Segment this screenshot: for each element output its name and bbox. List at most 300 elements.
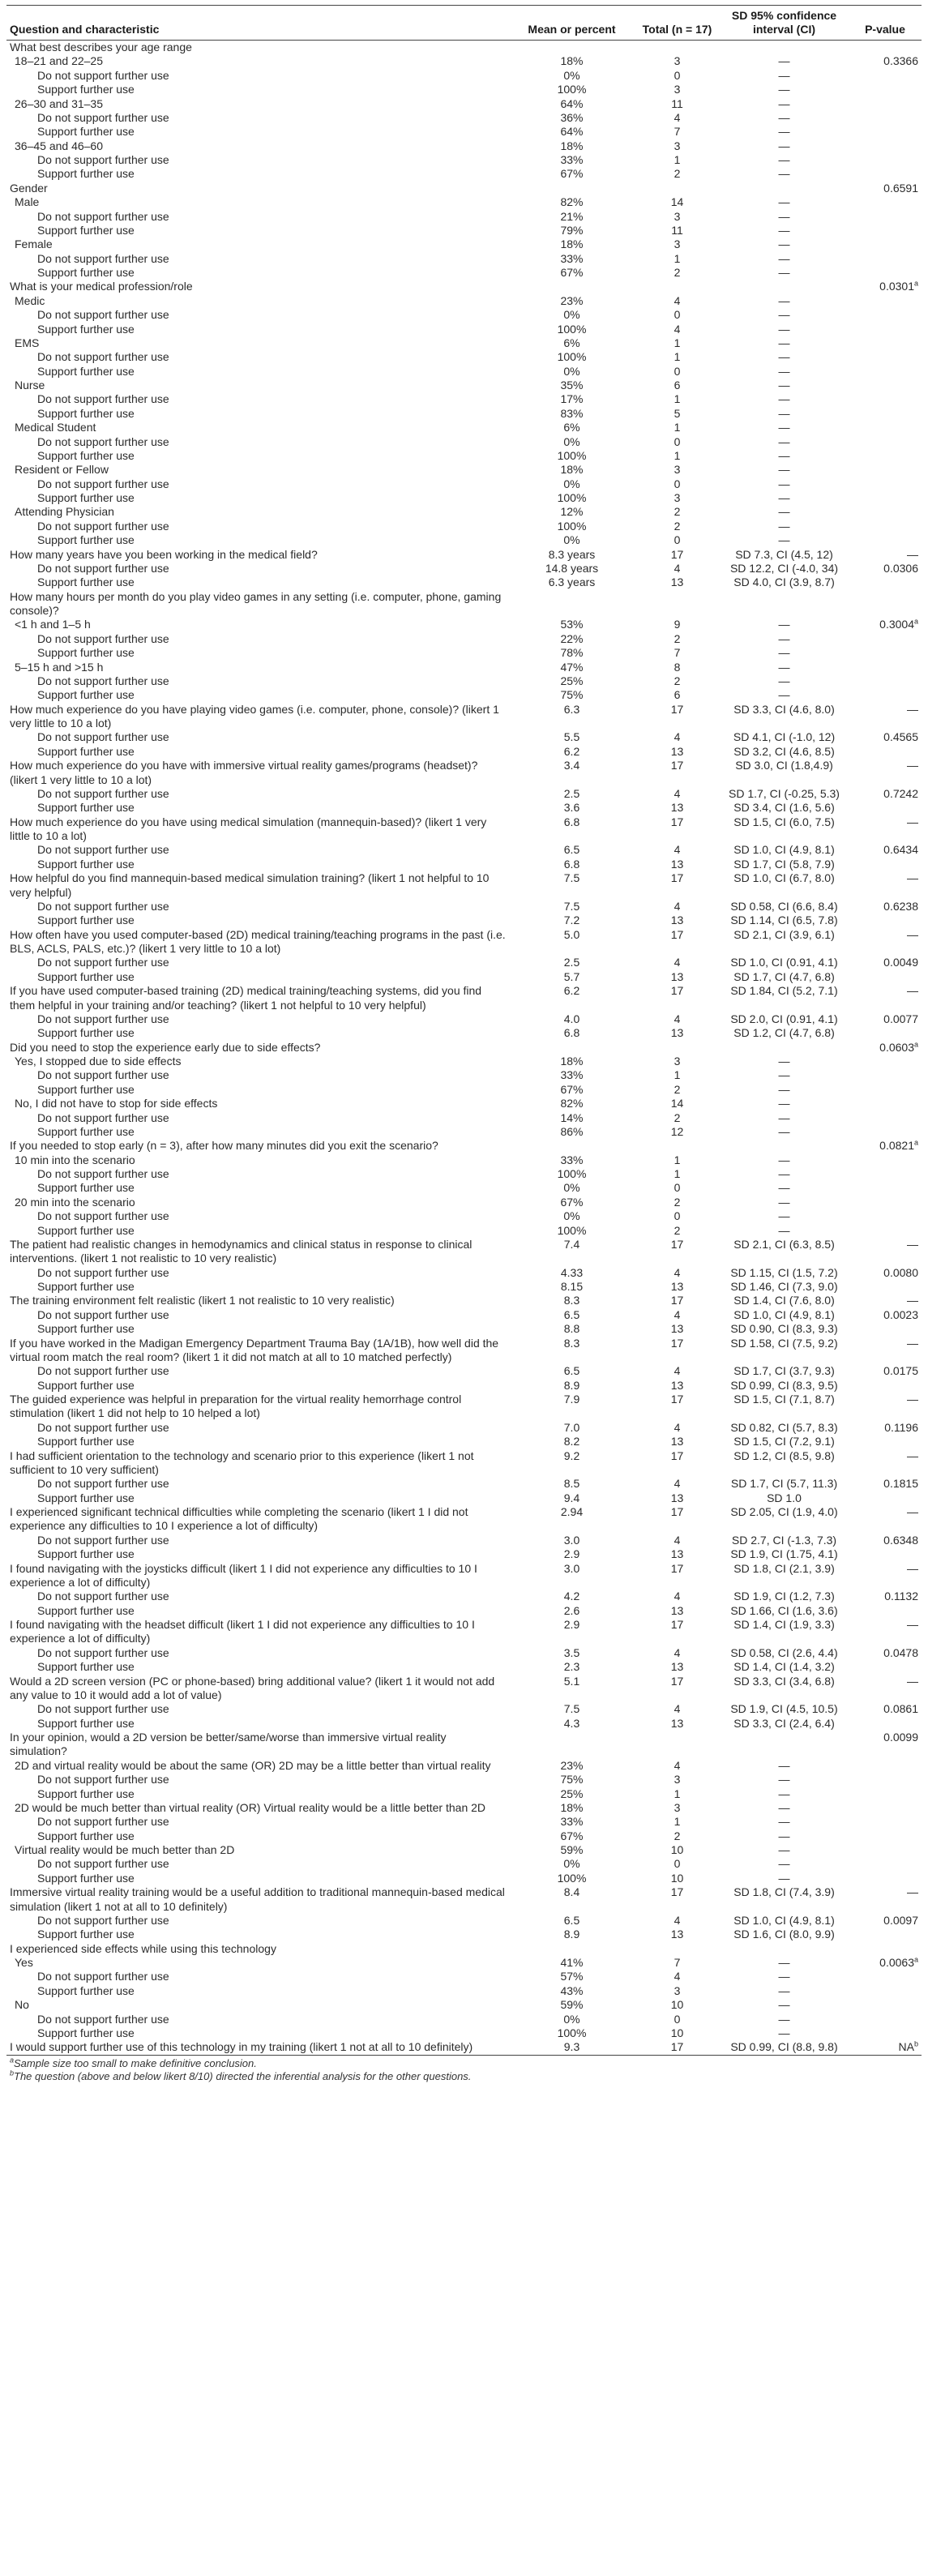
question-text: How helpful do you find mannequin-based medical simulation training? (likert 1 not helpful to 10 very helpful): [10, 871, 490, 899]
question-text: Yes, I stopped due to side effects: [15, 1055, 182, 1068]
mean-value: 9.4: [563, 1491, 580, 1504]
subgroup-row: [6, 1111, 922, 1125]
p-value: 0.0099: [883, 1731, 918, 1744]
p-value: 0.6238: [883, 899, 918, 913]
mean-value: [509, 280, 635, 293]
mean-value: 23%: [560, 293, 584, 307]
total-value: 7: [674, 1956, 681, 1969]
category-row: [6, 1998, 922, 2012]
mean-value: 67%: [560, 1829, 584, 1842]
p-value: [849, 1787, 922, 1801]
mean-value: 64%: [560, 96, 584, 110]
total-value: 1: [674, 1167, 681, 1180]
question-text: What best describes your age range: [10, 41, 192, 53]
p-value: 0.0821$^a$: [879, 1138, 918, 1153]
total-value: 4: [674, 1645, 681, 1659]
subgroup-row: [6, 1477, 922, 1491]
subgroup-row: [6, 1604, 922, 1618]
question-text: Support further use: [37, 1547, 135, 1561]
p-value: [849, 1280, 922, 1294]
total-value: 13: [670, 576, 684, 589]
p-value: [849, 1026, 922, 1040]
p-value: [849, 1829, 922, 1843]
mean-value: 67%: [560, 266, 584, 279]
sd-ci-value: SD 2.0, CI (0.91, 4.1): [730, 1012, 838, 1025]
subgroup-row: [6, 533, 922, 547]
sd-ci-value: —: [778, 1815, 790, 1829]
mean-value: 21%: [560, 209, 584, 223]
p-value: —: [907, 547, 918, 561]
question-text: Support further use: [37, 1181, 135, 1195]
p-value: [849, 308, 922, 322]
question-text: Medic: [15, 293, 45, 307]
p-value: 0.0049: [883, 956, 918, 969]
question-text: If you have used computer-based training (2D) medical training/teaching systems, did you find them helpful in your training and/or teaching? (likert 1 not helpful to 10 very helpful): [10, 984, 482, 1012]
sd-ci-value: —: [778, 463, 790, 477]
mean-value: 6.5: [563, 1913, 580, 1927]
mean-value: 23%: [560, 1758, 584, 1772]
p-value: [849, 1660, 922, 1674]
total-value: 17: [670, 1294, 684, 1307]
question-text: How much experience do you have with immersive virtual reality games/programs (headset)? (likert 1 very little to 10 a lot): [10, 759, 478, 786]
sd-ci-value: —: [778, 1829, 790, 1842]
subgroup-row: [6, 308, 922, 322]
total-value: 0: [674, 68, 681, 82]
p-value: [849, 1097, 922, 1110]
subgroup-row: [6, 1787, 922, 1801]
sd-ci-value: —: [778, 477, 790, 490]
mean-value: 0%: [563, 434, 580, 448]
question-text: Do not support further use: [37, 153, 169, 166]
sd-ci-value: SD 1.7, CI (4.7, 6.8): [733, 969, 835, 983]
sd-ci-value: —: [778, 533, 790, 547]
p-value: [849, 1998, 922, 2012]
question-text: The guided experience was helpful in preparation for the virtual reality hemorrhage control stimulation (likert 1 did not help to 10 helped a lot): [10, 1393, 462, 1420]
question-text: Do not support further use: [37, 350, 169, 364]
mean-value: 9.3: [509, 2040, 635, 2055]
question-text: Yes: [15, 1956, 33, 1969]
header-sd-ci: SD 95% confidence interval (CI): [720, 6, 849, 41]
question-text: Support further use: [37, 1660, 135, 1674]
total-value: 17: [670, 927, 684, 941]
footnote-a-mark: a: [10, 2056, 15, 2065]
sd-ci-value: [720, 280, 849, 293]
question-text: No: [15, 1998, 29, 2012]
question-row: [6, 280, 922, 293]
question-text: 18–21 and 22–25: [15, 54, 103, 68]
mean-value: 6.2: [563, 984, 580, 998]
question-row: [6, 548, 922, 562]
p-value: —: [907, 1885, 918, 1899]
sd-ci-value: SD 1.2, CI (4.7, 6.8): [733, 1026, 835, 1040]
sd-ci-value: SD 2.1, CI (3.9, 6.1): [733, 927, 835, 941]
subgroup-row: [6, 914, 922, 927]
mean-value: [509, 590, 635, 618]
mean-value: 86%: [560, 1124, 584, 1138]
p-value: 0.4565: [883, 730, 918, 744]
mean-value: 8.4: [563, 1885, 580, 1899]
question-text: Do not support further use: [37, 956, 169, 969]
question-text: Attending Physician: [15, 505, 114, 519]
question-text: Support further use: [37, 1124, 135, 1138]
subgroup-row: [6, 745, 922, 759]
question-text: Nurse: [15, 379, 45, 392]
p-value: [849, 294, 922, 308]
mean-value: 18%: [560, 237, 584, 251]
p-value: [849, 350, 922, 364]
p-value: [849, 520, 922, 533]
question-row: [6, 759, 922, 787]
footnote-b: $^b$The question (above and below likert 8/10) directed the inferential analysis for the other questions.: [10, 2069, 472, 2082]
p-value: [849, 661, 922, 674]
total-value: 5: [674, 406, 681, 420]
question-text: Medical Student: [15, 421, 96, 434]
subgroup-row: [6, 1379, 922, 1393]
mean-value: 100%: [557, 83, 587, 96]
question-text: Do not support further use: [37, 1420, 169, 1434]
p-value: [849, 1055, 922, 1068]
question-text: Support further use: [37, 1435, 135, 1448]
p-value: [849, 125, 922, 139]
mean-value: 25%: [560, 674, 584, 687]
total-value: 14: [670, 195, 684, 209]
sd-ci-value: —: [778, 618, 790, 631]
question-text: Support further use: [37, 1829, 135, 1842]
sd-ci-value: SD 1.2, CI (8.5, 9.8): [733, 1448, 835, 1462]
mean-value: 17%: [560, 392, 584, 406]
mean-value: 2.6: [563, 1603, 580, 1617]
total-value: 2: [674, 266, 681, 279]
sd-ci-value: SD 1.9, CI (4.5, 10.5): [730, 1702, 838, 1716]
mean-value: 67%: [560, 1082, 584, 1096]
question-text: I had sufficient orientation to the technology and scenario prior to this experience (likert 1 not sufficient to 10 very sufficient): [10, 1448, 474, 1476]
sd-ci-value: SD 4.1, CI (-1.0, 12): [733, 730, 836, 744]
question-text: Do not support further use: [37, 631, 169, 645]
total-value: 17: [670, 547, 684, 561]
question-text: Immersive virtual reality training would be a useful addition to traditional mannequin-based medical simulation (likert 1 not at all to 10 definitely): [10, 1885, 505, 1913]
p-value: —: [907, 1294, 918, 1307]
subgroup-row: [6, 1702, 922, 1716]
mean-value: 2.94: [560, 1505, 584, 1518]
sd-ci-value: —: [778, 2012, 790, 2026]
category-row: [6, 1153, 922, 1167]
subgroup-row: [6, 83, 922, 96]
sd-ci-value: —: [778, 448, 790, 462]
sd-ci-value: —: [778, 434, 790, 448]
total-value: 1: [674, 1815, 681, 1829]
p-value: 0.6434: [883, 843, 918, 857]
question-row: [6, 1393, 922, 1421]
p-value: —: [907, 702, 918, 716]
total-value: 1: [674, 448, 681, 462]
question-text: How many years have you been working in the medical field?: [10, 547, 318, 561]
sd-ci-value: —: [778, 1956, 790, 1969]
p-value: [849, 2013, 922, 2026]
question-text: Do not support further use: [37, 1645, 169, 1659]
question-text: How often have you used computer-based (2D) medical training/teaching programs in the past (i.e. BLS, ACLS, PALS, etc.)? (likert 1 very little to 10 a lot): [10, 927, 506, 955]
mean-value: 33%: [560, 1153, 584, 1166]
sd-ci-value: SD 1.0, CI (0.91, 4.1): [730, 956, 838, 969]
mean-value: 6.8: [563, 815, 580, 828]
mean-value: 7.5: [563, 871, 580, 885]
category-row: [6, 237, 922, 251]
subgroup-row: [6, 1181, 922, 1195]
sd-ci-value: —: [778, 237, 790, 251]
question-text: Virtual reality would be much better than 2D: [15, 1843, 235, 1856]
subgroup-row: [6, 392, 922, 406]
question-text: Support further use: [37, 801, 135, 815]
sd-ci-value: —: [778, 1787, 790, 1800]
subgroup-row: [6, 646, 922, 660]
mean-value: 67%: [560, 1195, 584, 1209]
sd-ci-value: —: [778, 1124, 790, 1138]
total-value: 17: [670, 1885, 684, 1899]
p-value: [849, 1379, 922, 1393]
question-text: Support further use: [37, 1491, 135, 1504]
total-value: 2: [674, 1082, 681, 1096]
p-value: —: [907, 815, 918, 828]
subgroup-row: [6, 730, 922, 744]
subgroup-row: [6, 365, 922, 379]
total-value: 1: [674, 153, 681, 166]
total-value: [635, 280, 720, 293]
total-value: 2: [674, 505, 681, 519]
p-value: [849, 1970, 922, 1983]
total-value: 1: [674, 350, 681, 364]
total-value: 13: [670, 1280, 684, 1293]
question-text: Do not support further use: [37, 1012, 169, 1025]
question-text: Support further use: [37, 969, 135, 983]
question-row: [6, 1337, 922, 1365]
sd-ci-value: SD 0.82, CI (5.7, 8.3): [730, 1420, 838, 1434]
sd-ci-value: —: [778, 1223, 790, 1237]
subgroup-row: [6, 1857, 922, 1871]
total-value: 4: [674, 730, 681, 744]
total-value: 0: [674, 434, 681, 448]
total-value: 17: [670, 1561, 684, 1575]
question-text: Support further use: [37, 1928, 135, 1941]
sd-ci-value: —: [778, 96, 790, 110]
subgroup-row: [6, 1491, 922, 1505]
question-text: The training environment felt realistic (likert 1 not realistic to 10 very realistic): [10, 1294, 395, 1307]
p-value: [849, 970, 922, 984]
question-text: Support further use: [37, 406, 135, 420]
total-value: 9: [674, 618, 681, 631]
mean-value: 79%: [560, 223, 584, 237]
sd-ci-value: —: [778, 1181, 790, 1195]
p-value: 0.3004$^a$: [879, 617, 918, 631]
total-value: 4: [674, 1012, 681, 1025]
question-text: 26–30 and 31–35: [15, 96, 103, 110]
sd-ci-value: [720, 1041, 849, 1055]
mean-value: 3.0: [563, 1533, 580, 1547]
mean-value: 0%: [563, 1209, 580, 1223]
subgroup-row: [6, 843, 922, 857]
subgroup-row: [6, 252, 922, 266]
subgroup-row: [6, 407, 922, 421]
sd-ci-value: SD 1.14, CI (6.5, 7.8): [730, 914, 838, 927]
total-value: 4: [674, 843, 681, 857]
question-text: Support further use: [37, 533, 135, 547]
question-row: [6, 871, 922, 900]
subgroup-row: [6, 1928, 922, 1941]
p-value: [849, 41, 922, 55]
sd-ci-value: SD 1.5, CI (6.0, 7.5): [733, 815, 835, 828]
p-value: [849, 1604, 922, 1618]
p-value: 0.1196: [884, 1420, 918, 1434]
sd-ci-value: —: [778, 421, 790, 434]
question-text: Did you need to stop the experience early due to side effects?: [10, 1040, 321, 1054]
mean-value: 6.5: [563, 1307, 580, 1321]
table-body: [6, 41, 922, 2056]
sd-ci-value: —: [778, 54, 790, 68]
question-text: Would a 2D screen version (PC or phone-based) bring additional value? (likert 1 it would not add any value to 10 it would add a lot of value): [10, 1674, 495, 1701]
mean-value: 53%: [560, 618, 584, 631]
p-value: [849, 914, 922, 927]
mean-value: 18%: [560, 139, 584, 152]
mean-value: 2.3: [563, 1660, 580, 1674]
sd-ci-value: SD 0.58, CI (6.6, 8.4): [730, 899, 838, 913]
sd-ci-value: —: [778, 308, 790, 322]
question-text: Do not support further use: [37, 392, 169, 406]
question-text: Gender: [10, 181, 48, 195]
total-value: 13: [670, 1491, 684, 1504]
total-value: [635, 1139, 720, 1153]
total-value: 4: [674, 1913, 681, 1927]
mean-value: 8.9: [563, 1378, 580, 1392]
table-footnotes: [6, 2056, 922, 2085]
total-value: 3: [674, 1773, 681, 1787]
sd-ci-value: —: [778, 1209, 790, 1223]
mean-value: [509, 1139, 635, 1153]
sd-ci-value: SD 1.5, CI (7.1, 8.7): [733, 1393, 835, 1406]
total-value: 2: [674, 519, 681, 533]
sd-ci-value: —: [778, 505, 790, 519]
mean-value: 3.5: [563, 1645, 580, 1659]
mean-value: 18%: [560, 463, 584, 477]
subgroup-row: [6, 323, 922, 336]
p-value: [849, 477, 922, 491]
subgroup-row: [6, 900, 922, 914]
question-text: Support further use: [37, 1082, 135, 1096]
p-value: [849, 1209, 922, 1223]
total-value: 2: [674, 631, 681, 645]
sd-ci-value: —: [778, 1055, 790, 1068]
sd-ci-value: —: [778, 406, 790, 420]
p-value: [849, 1717, 922, 1731]
subgroup-row: [6, 688, 922, 702]
p-value: 0.1132: [884, 1590, 918, 1603]
subgroup-row: [6, 1547, 922, 1561]
footnote-mark: a: [913, 1955, 918, 1964]
sd-ci-value: [720, 1139, 849, 1153]
sd-ci-value: —: [778, 631, 790, 645]
category-row: [6, 1196, 922, 1209]
total-value: 3: [674, 54, 681, 68]
subgroup-row: [6, 1266, 922, 1280]
sd-ci-value: SD 0.99, CI (8.3, 9.5): [730, 1378, 838, 1392]
question-text: Support further use: [37, 1983, 135, 1997]
sd-ci-value: SD 1.15, CI (1.5, 7.2): [730, 1265, 838, 1279]
mean-value: [509, 41, 635, 55]
question-row: [6, 1294, 922, 1307]
mean-value: 64%: [560, 125, 584, 139]
mean-value: 82%: [560, 1097, 584, 1110]
subgroup-row: [6, 491, 922, 505]
footnote-b-mark: b: [10, 2069, 15, 2077]
total-value: 3: [674, 1983, 681, 1997]
total-value: 13: [670, 1435, 684, 1448]
sd-ci-value: SD 0.58, CI (2.6, 4.4): [730, 1645, 838, 1659]
sd-ci-value: SD 1.5, CI (7.2, 9.1): [733, 1435, 835, 1448]
question-text: How much experience do you have using medical simulation (mannequin-based)? (likert 1 very little to 10 a lot): [10, 815, 487, 842]
subgroup-row: [6, 801, 922, 815]
question-row: [6, 928, 922, 956]
p-value: [849, 745, 922, 759]
subgroup-row: [6, 1224, 922, 1238]
question-text: Do not support further use: [37, 1209, 169, 1223]
sd-ci-value: SD 1.0, CI (4.9, 8.1): [733, 843, 835, 857]
subgroup-row: [6, 1435, 922, 1448]
mean-value: 78%: [560, 646, 584, 660]
total-value: 7: [674, 646, 681, 660]
p-value: 0.6591: [883, 181, 918, 195]
question-text: Support further use: [37, 167, 135, 181]
category-row: [6, 97, 922, 111]
question-text: Do not support further use: [37, 1167, 169, 1180]
question-text: Support further use: [37, 448, 135, 462]
sd-ci-value: SD 0.90, CI (8.3, 9.3): [730, 1322, 838, 1336]
category-row: [6, 505, 922, 519]
question-text: Support further use: [37, 857, 135, 871]
mean-value: 14.8 years: [545, 561, 599, 575]
total-value: [635, 1041, 720, 1055]
mean-value: 8.3: [563, 1294, 580, 1307]
question-text: 36–45 and 46–60: [15, 139, 103, 152]
mean-value: 100%: [557, 1167, 587, 1180]
category-row: [6, 1097, 922, 1110]
p-value: [849, 69, 922, 83]
sd-ci-value: —: [778, 68, 790, 82]
p-value: [849, 1181, 922, 1195]
survey-results-table: [6, 5, 922, 2056]
question-text: Do not support further use: [37, 1307, 169, 1321]
subgroup-row: [6, 1012, 922, 1026]
total-value: 3: [674, 209, 681, 223]
sd-ci-value: —: [778, 688, 790, 702]
question-text: I experienced significant technical difficulties while completing the scenario (likert 1 I did not experience any difficulties to 10 I experience a lot of difficulty): [10, 1505, 468, 1533]
p-value: 0.0301$^a$: [879, 279, 918, 293]
question-text: Do not support further use: [37, 1110, 169, 1124]
p-value: [849, 1111, 922, 1125]
p-value: —: [907, 1674, 918, 1688]
mean-value: 14%: [560, 1110, 584, 1124]
question-text: Support further use: [37, 646, 135, 660]
mean-value: 100%: [557, 350, 587, 364]
sd-ci-value: —: [778, 392, 790, 406]
sd-ci-value: SD 3.3, CI (4.6, 8.0): [733, 702, 835, 716]
question-text: What is your medical profession/role: [10, 280, 193, 293]
sd-ci-value: SD 1.8, CI (2.1, 3.9): [733, 1561, 835, 1575]
subgroup-row: [6, 1646, 922, 1660]
question-text: How many hours per month do you play video games in any setting (i.e. computer, phone, gaming console)?: [10, 589, 502, 617]
total-value: 0: [674, 533, 681, 547]
subgroup-row: [6, 1322, 922, 1336]
p-value: —: [907, 1618, 918, 1631]
mean-value: 8.15: [560, 1280, 584, 1293]
mean-value: 47%: [560, 660, 584, 674]
question-text: Do not support further use: [37, 786, 169, 800]
